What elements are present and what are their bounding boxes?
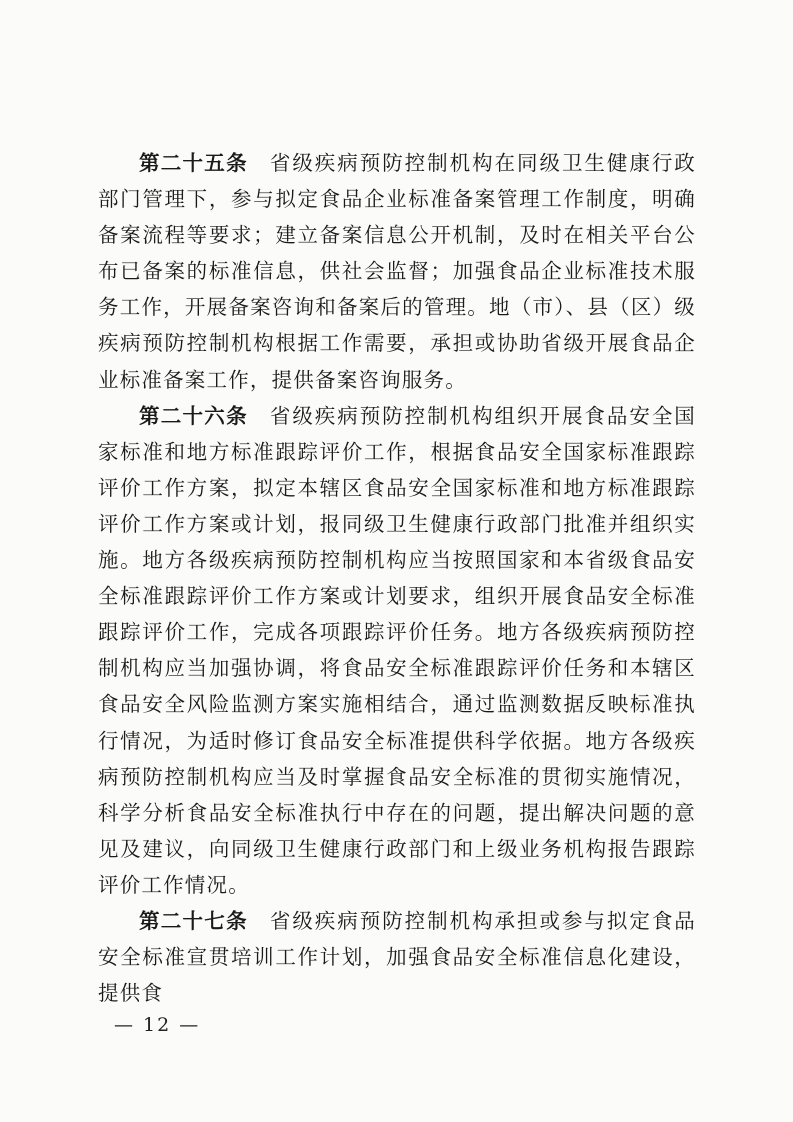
article-number: 第二十七条 — [139, 908, 248, 933]
article-25 — [98, 145, 696, 398]
article-number: 第二十五条 — [139, 151, 248, 175]
article-26 — [98, 398, 696, 903]
page-number: — 12 — — [114, 1014, 201, 1036]
article-text: 省级疾病预防控制机构承担或参与拟定食品安全标准宣贯培训工作计划，加强食品安全标准信息化建设，提供食 — [98, 908, 697, 1006]
article-27 — [98, 903, 696, 1011]
document-body — [98, 145, 696, 1011]
article-text: 省级疾病预防控制机构组织开展食品安全国家标准和地方标准跟踪评价工作，根据食品安全国家标准跟踪评价工作方案，拟定本辖区食品安全国家标准和地方标准跟踪评价工作方案或计划，报同级卫生健康行政部门批准并组织实施。地方各级疾病预防控制机构应当按照国家和本省级食品安全标准跟踪评价工作方案或计划要求，组织开展食品安全标准跟踪评价工作，完成各项跟踪评价任务。地方各级疾病预防控制机构应当加强协调，将食品安全标准跟踪评价任务和本辖区食品安全风险监测方案实施相结合，通过监测数据反映标准执行情况，为适时修订食品安全标准提供科学依据。地方各级疾病预防控制机构应当及时掌握食品安全标准的贯彻实施情况，科学分析食品安全标准执行中存在的问题，提出解决问题的意见及建议，向同级卫生健康行政部门和上级业务机构报告跟踪评价工作情况。 — [98, 403, 697, 897]
article-text: 省级疾病预防控制机构在同级卫生健康行政部门管理下，参与拟定食品企业标准备案管理工作制度，明确备案流程等要求；建立备案信息公开机制，及时在相关平台公布已备案的标准信息，供社会监督；加强食品企业标准技术服务工作，开展备案咨询和备案后的管理。地（市）、县（区）级疾病预防控制机构根据工作需要，承担或协助省级开展食品企业标准备案工作，提供备案咨询服务。 — [98, 151, 697, 392]
article-number: 第二十六条 — [139, 403, 248, 428]
